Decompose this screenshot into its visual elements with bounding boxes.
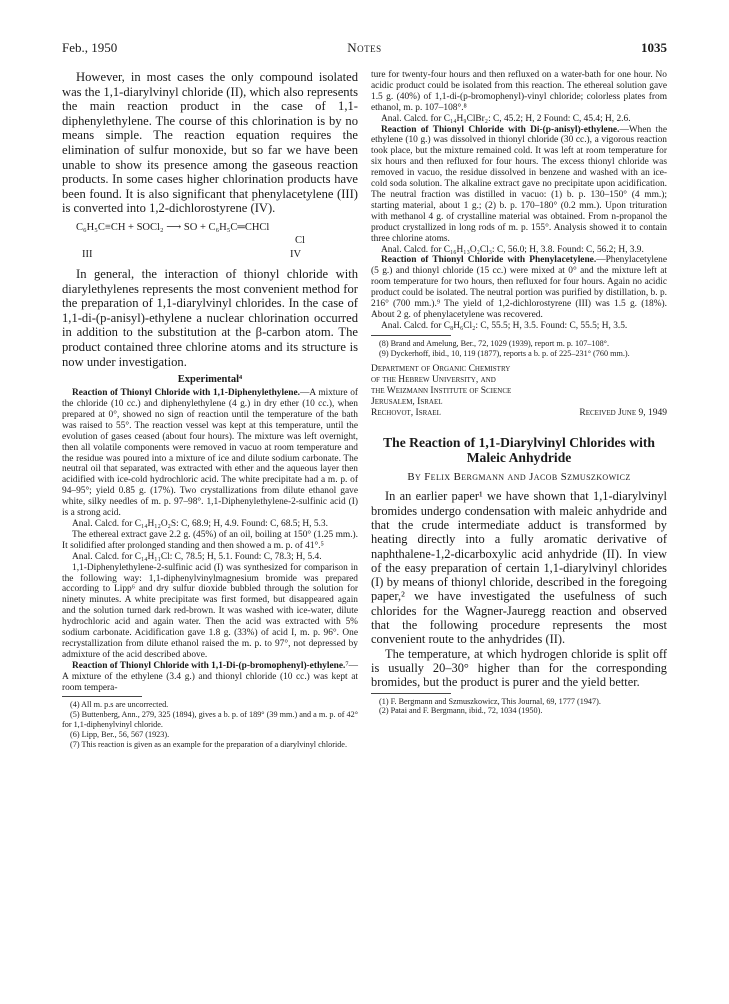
analysis: Anal. Calcd. for C₁₄H₁₁Cl: C, 78.5; H, 5.1. Found: C, 78.3; H, 5.4. bbox=[72, 551, 322, 562]
section-heading: Experimental⁴ bbox=[177, 374, 243, 386]
paragraph: However, in most cases the only compound isolated was the 1,1-diarylvinyl chloride (II), which also represents the main reaction product in the case of 1,1-diphenylethylene. The course of this chlorination is by no means simple. The reaction equation requires the elimination of sulfur monoxide, but so far we have been unable to show its presence among the gaseous reaction products. In some cases higher chlorination products have been found. It is also significant that phenylacetylene (III) is converted into 1,2-dichlorostyrene (IV). bbox=[62, 70, 358, 216]
left-column bbox=[62, 70, 358, 749]
header-page-number: 1035 bbox=[641, 40, 667, 55]
analysis: Anal. Calcd. for C₁₄H₉ClBr₂: C, 45.2; H, 2 Found: C, 45.4; H, 2.6. bbox=[381, 113, 631, 124]
affiliation bbox=[371, 364, 667, 419]
analysis: Anal. Calcd. for C₈H₆Cl₂: C, 55.5; H, 3.5. Found: C, 55.5; H, 3.5. bbox=[381, 320, 628, 331]
affiliation-line: of the Hebrew University, and bbox=[371, 375, 496, 386]
right-column bbox=[371, 70, 667, 716]
paragraph-text: —Phenylacetylene (5 g.) and thionyl chloride (15 cc.) were mixed at 0° and the mixture left at room temperature for two hours, then refluxed for four hours. Again no acidic product could be isolated. The neutral portion was purified by distillation, b. p. 216° (700 mm.).⁹ The yield of 1,2-dichlorostyrene (III) was 1.5 g. (18%). About 2 g. of phenylacetylene was recovered. bbox=[371, 255, 667, 320]
footnote: (8) Brand and Amelung, Ber., 72, 1029 (1939), report m. p. 107–108°. bbox=[379, 338, 609, 348]
header-section: Notes bbox=[347, 40, 382, 55]
header-date: Feb., 1950 bbox=[62, 40, 118, 55]
analysis: Anal. Calcd. for C₁₄H₁₂O₂S: C, 68.9; H, 4.9. Found: C, 68.5; H, 5.3. bbox=[72, 518, 328, 529]
affiliation-line: Jerusalem, Israel bbox=[371, 397, 443, 408]
affiliation-line: the Weizmann Institute of Science bbox=[371, 386, 512, 397]
paragraph: 1,1-Diphenylethylene-2-sulfinic acid (I) was synthesized for comparison in the following way: 1,1-diphenylvinylmagnesium bromide was prepared according to Lipp⁶ and dry sulfur dioxide bubbled through the solution for ninety minutes. A white precipitate was first formed, but disappeared again and the solution turned dark red-brown. It was washed with ice-water, dilute hydrochloric acid and again water. Then the acid was extracted with 5% sodium carbonate. Acidification gave 1.8 g. (33%) of acid I, m. p. 96°. One recrystallization from dilute ethanol raised the m. p. to 97°, not depressed by admixture of the acid described above. bbox=[62, 562, 358, 660]
paragraph: The ethereal extract gave 2.2 g. (45%) of an oil, boiling at 150° (1.25 mm.). It solidified after prolonged standing and then showed a m. p. of 41°.⁵ bbox=[62, 529, 358, 551]
footnote: (1) F. Bergmann and Szmuszkowicz, This Journal, 69, 1777 (1947). bbox=[379, 696, 601, 706]
article-title: The Reaction of 1,1-Diarylvinyl Chlorides with Maleic Anhydride bbox=[383, 435, 655, 466]
footnote-rule bbox=[371, 693, 451, 694]
affiliation-line: Department of Organic Chemistry bbox=[371, 364, 511, 375]
footnote-rule bbox=[371, 335, 451, 336]
analysis: Anal. Calcd. for C₁₆H₁₃O₂Cl₃: C, 56.0; H, 3.8. Found: C, 56.2; H, 3.9. bbox=[381, 244, 644, 255]
footnote: (7) This reaction is given as an example for the preparation of a diarylvinyl chloride. bbox=[70, 739, 347, 749]
footnote: (5) Buttenberg, Ann., 279, 325 (1894), gives a b. p. of 189° (39 mm.) and a m. p. of 42° for 1,1-diphenylvinyl chloride. bbox=[62, 710, 358, 730]
equation-cl: Cl bbox=[295, 234, 305, 246]
paragraph: In an earlier paper¹ we have shown that 1,1-diarylvinyl bromides undergo condensation with maleic anhydride and that the crude intermediate adduct is transformed by heating directly into a fully aromatic derivative of naphthalene-1,2-dicarboxylic acid anhydride (II). In view of the easy preparation of certain 1,1-diarylvinyl chlorides (I) by means of thionyl chloride, described in the foregoing paper,² we have investigated the usefulness of such chlorides for the Wagner-Jauregg reaction and observed that the following procedure represents the most convenient route to the anhydrides (II). bbox=[371, 489, 667, 647]
run-in-heading: Reaction of Thionyl Chloride with 1,1-Di-(p-bromophenyl)-ethylene. bbox=[72, 660, 346, 671]
paragraph-text: ⁷—A mixture of the ethylene (3.4 g.) and thionyl chloride (10 cc.) was kept at room tempera- bbox=[62, 660, 359, 693]
paragraph bbox=[62, 661, 358, 694]
footnote: (9) Dyckerhoff, ibid., 10, 119 (1877), reports a b. p. of 225–231° (760 mm.). bbox=[379, 348, 630, 358]
run-in-heading: Reaction of Thionyl Chloride with Phenylacetylene. bbox=[381, 255, 597, 266]
footnote: (6) Lipp, Ber., 56, 567 (1923). bbox=[70, 729, 170, 739]
paragraph bbox=[371, 255, 667, 320]
affiliation-line: Rechovot, Israel bbox=[371, 408, 441, 419]
footnote: (2) Patai and F. Bergmann, ibid., 72, 1034 (1950). bbox=[379, 706, 543, 716]
equation-main: C₆H₅C≡CH + SOCl₂ ⟶ SO + C₆H₅C═CHCl bbox=[76, 221, 270, 233]
paragraph-text: —When the ethylene (10 g.) was dissolved in thionyl chloride (30 cc.), a vigorous reaction took place, but the mixture remained cold. It was left at room temperature for six hours and then refluxed for four hours. The excess thionyl chloride was removed in vacuo, the residue dissolved in benzene and washed with an ice-cold soda solution. The alkaline extract gave no precipitate upon acidification. The neutral fraction was distilled in vacuo: (1) b. p. 130–150° (4 mm.); starting material, about 1 g.; (2) b. p. 170–180° (0.2 mm.). Upon trituration with methanol 4 g. of crystalline material was obtained. From n-propanol the product crystallized in long rods of m. p. 155°. Analysis showed it to contain three chlorine atoms. bbox=[371, 124, 667, 244]
running-header bbox=[62, 40, 667, 62]
paragraph bbox=[62, 388, 358, 519]
reaction-equation bbox=[62, 219, 358, 263]
equation-label-iv: IV bbox=[290, 248, 302, 260]
footnote: (4) All m. p.s are uncorrected. bbox=[70, 700, 169, 710]
footnote-rule bbox=[62, 696, 142, 697]
article-authors: By Felix Bergmann and Jacob Szmuszkowicz bbox=[407, 471, 631, 484]
run-in-heading: Reaction of Thionyl Chloride with Di-(p-anisyl)-ethylene. bbox=[381, 124, 620, 135]
affiliation-row bbox=[371, 408, 667, 419]
received-date: Received June 9, 1949 bbox=[579, 408, 667, 419]
paragraph-text: —A mixture of the chloride (10 cc.) and diphenylethylene (4 g.) in dry ether (10 cc.), when prepared at 0°, showed no sign of reaction until the temperature of the bath was raised to 55°. The reaction vessel was kept at this temperature, until the evolution of gases ceased (about four hours). The mixture was left overnight, then all volatile components were removed in vacuo at room temperature and the residue was poured into a mixture of ice and dilute sodium carbonate. The neutral oil that separated, was extracted with ether and the aqueous layer then acidified with ice-cold hydrochloric acid. The white precipitate had a m. p. of 94–95°; yield 0.85 g. (17%). Two crystallizations from dilute ethanol gave white, silky needles of m. p. 97–98°. 1,1-Diphenylethylene-2-sulfinic acid (I) is a strong acid. bbox=[62, 388, 359, 519]
run-in-heading: Reaction of Thionyl Chloride with 1,1-Diphenylethylene. bbox=[72, 388, 300, 399]
paragraph bbox=[371, 125, 667, 245]
paragraph: ture for twenty-four hours and then refluxed on a water-bath for one hour. No acidic product could be isolated from this reaction. The ethereal solution gave 1.5 g. (40%) of 1,1-di-(p-bromophenyl)-vinyl chloride; colorless plates from ethanol, m. p. 107–108°.⁸ bbox=[371, 70, 667, 113]
equation-label-iii: III bbox=[82, 248, 93, 260]
paragraph: The temperature, at which hydrogen chloride is split off is usually 20–30° higher than for the corresponding bromides, but the product is purer and the yield better. bbox=[371, 646, 667, 690]
paragraph: In general, the interaction of thionyl chloride with diarylethylenes represents the most convenient method for the preparation of 1,1-diarylvinyl chlorides. In the case of 1,1-di-(p-anisyl)-ethylene a nuclear chlorination occurred in addition to the substitution at the β-carbon atom. The product contained three chlorine atoms and its structure is now under investigation. bbox=[62, 266, 358, 369]
